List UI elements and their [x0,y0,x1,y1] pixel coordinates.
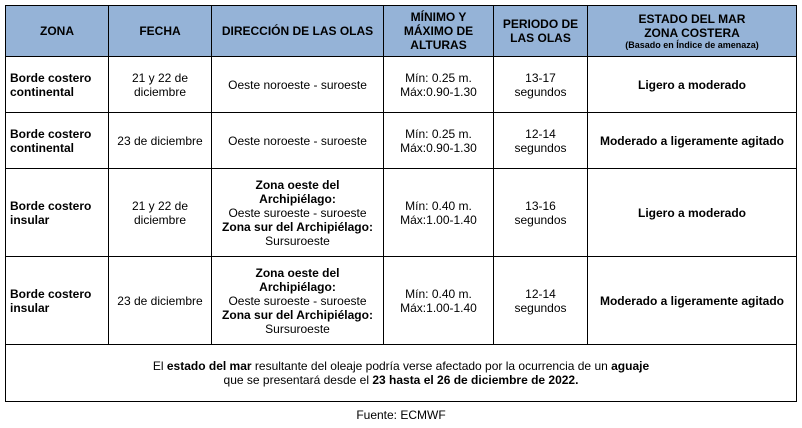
header-periodo-line: LAS OLAS [510,31,571,45]
alturas-line: Máx:0.90-1.30 [400,84,477,99]
direccion-line: Oeste suroeste - suroeste [228,205,367,220]
note-emphasis: 23 hasta el 26 de diciembre de 2022. [372,373,579,387]
direccion-zone-label: Zona oeste del Archipiélago: [255,177,340,206]
periodo-cell [494,113,588,169]
estado-cell: Ligero a moderado [588,57,797,113]
alturas-cell [384,57,494,113]
header-estado [588,6,797,57]
periodo-line: 12-14 [525,126,556,141]
header-fecha: FECHA [109,6,212,57]
header-periodo-line: PERIODO DE [502,17,579,31]
periodo-cell [494,257,588,345]
header-alturas-line: ALTURAS [410,38,467,52]
estado-cell: Moderado a ligeramente agitado [588,257,797,345]
periodo-line: segundos [514,140,567,155]
zona-line: Borde costero [10,198,92,213]
zona-cell [6,57,109,113]
alturas-line: Máx:0.90-1.30 [400,140,477,155]
periodo-line: 12-14 [525,286,556,301]
note-row [6,345,797,402]
direccion-zone-label: Zona sur del Archipiélago: [222,307,373,322]
zona-line: continental [10,84,75,99]
periodo-line: segundos [514,84,567,99]
header-estado-subtitle: (Basado en Índice de amenaza) [625,39,759,50]
zona-line: Borde costero [10,126,92,141]
direccion-line: Sursuroeste [265,321,330,336]
zona-line: Borde costero [10,286,92,301]
alturas-line: Mín: 0.25 m. [405,126,472,141]
zona-line: insular [10,300,50,315]
zona-line: insular [10,212,50,227]
fecha-cell [109,257,212,345]
alturas-line: Mín: 0.25 m. [405,70,472,85]
fecha-line: 23 de diciembre [117,293,203,308]
table-row [6,57,797,113]
header-direccion: DIRECCIÓN DE LAS OLAS [212,6,384,57]
table-row [6,257,797,345]
fecha-cell [109,57,212,113]
note-emphasis: estado del mar [166,359,252,373]
wave-forecast-table [5,5,797,402]
note-cell [6,345,797,402]
direccion-line: Oeste noroeste - suroeste [228,133,367,148]
direccion-zone-label: Zona sur del Archipiélago: [222,219,373,234]
alturas-cell [384,257,494,345]
zona-line: Borde costero [10,70,92,85]
zona-line: continental [10,140,75,155]
direccion-line: Oeste noroeste - suroeste [228,77,367,92]
note-emphasis: aguaje [611,359,650,373]
header-row [6,6,797,57]
fecha-cell [109,169,212,257]
alturas-line: Mín: 0.40 m. [405,286,472,301]
table-row [6,169,797,257]
fecha-cell [109,113,212,169]
alturas-line: Mín: 0.40 m. [405,198,472,213]
zona-cell [6,113,109,169]
header-alturas-line: MÍNIMO Y [410,10,467,24]
header-zona: ZONA [6,6,109,57]
alturas-cell [384,169,494,257]
alturas-line: Máx:1.00-1.40 [400,212,477,227]
direccion-cell [212,257,384,345]
fecha-line: diciembre [133,212,187,227]
periodo-line: segundos [514,300,567,315]
estado-cell: Moderado a ligeramente agitado [588,113,797,169]
zona-cell [6,169,109,257]
periodo-cell [494,57,588,113]
table-row [6,113,797,169]
direccion-zone-label: Zona oeste del Archipiélago: [255,265,340,294]
periodo-line: 13-17 [525,70,556,85]
direccion-cell [212,57,384,113]
note-line-1 [10,359,792,373]
note-text: resultante del oleaje podría verse afectado por la ocurrencia de un [251,359,612,373]
direccion-line: Sursuroeste [265,233,330,248]
direccion-line: Oeste suroeste - suroeste [228,293,367,308]
source-caption: Fuente: ECMWF [356,408,446,422]
zona-cell [6,257,109,345]
fecha-line: 21 y 22 de [131,198,189,213]
fecha-line: 21 y 22 de [131,70,189,85]
fecha-line: diciembre [133,84,187,99]
periodo-cell [494,169,588,257]
alturas-cell [384,113,494,169]
header-estado-line: ESTADO DEL MAR [638,11,746,26]
header-alturas [384,6,494,57]
estado-cell: Ligero a moderado [588,169,797,257]
note-text: El [152,359,167,373]
note-line-2 [10,373,792,387]
periodo-line: 13-16 [525,198,556,213]
direccion-cell [212,169,384,257]
periodo-line: segundos [514,212,567,227]
fecha-line: 23 de diciembre [117,133,203,148]
header-periodo [494,6,588,57]
note-text: que se presentará desde el [223,373,373,387]
direccion-cell [212,113,384,169]
alturas-line: Máx:1.00-1.40 [400,300,477,315]
header-alturas-line: MÁXIMO DE [403,24,474,38]
header-estado-line: ZONA COSTERA [644,25,740,40]
